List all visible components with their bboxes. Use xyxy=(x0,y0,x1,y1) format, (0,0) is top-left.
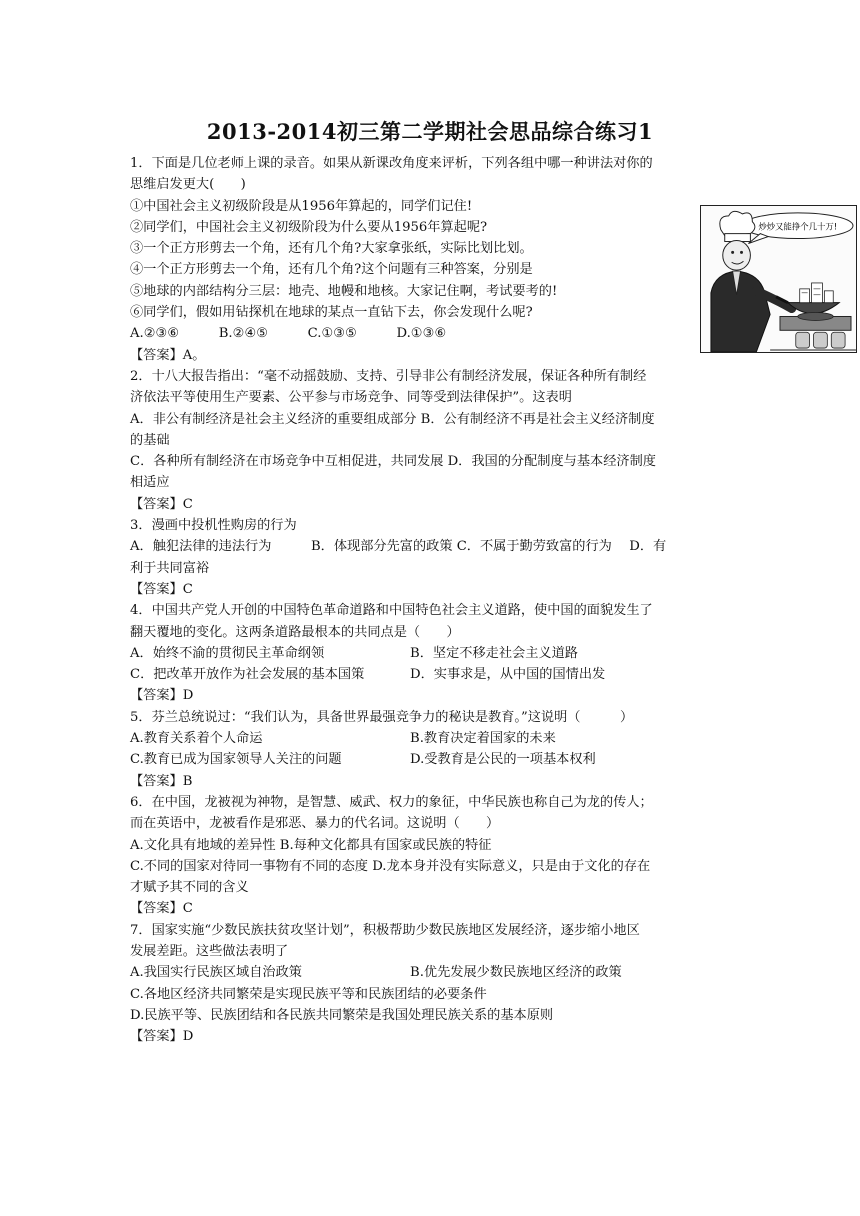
question-3-options: A．触犯法律的违法行为 B．体现部分先富的政策 C．不属于勤劳致富的行为 D．有 xyxy=(130,539,667,555)
question-4-options-row-1 xyxy=(130,643,730,664)
question-4-answer: 【答案】D xyxy=(130,688,194,704)
question-2-answer: 【答案】C xyxy=(130,496,193,512)
question-3-stem: 3．漫画中投机性购房的行为 xyxy=(130,518,297,534)
page-title: 2013-2014初三第二学期社会思品综合练习1 xyxy=(206,119,654,144)
question-1-option-4: ④一个正方形剪去一个角，还有几个角?这个问题有三种答案，分别是 xyxy=(130,262,533,278)
question-6-options-cd: C.不同的国家对待同一事物有不同的态度 D.龙本身并没有实际意义，只是由于文化的存在 xyxy=(130,858,651,874)
question-1-option-6: ⑥同学们，假如用钻探机在地球的某点一直钻下去，你会发现什么呢? xyxy=(130,305,533,321)
question-2-stem: 2．十八大报告指出：“毫不动摇鼓励、支持、引导非公有制经济发展，保证各种所有制经 xyxy=(130,368,647,384)
question-3-options-cont: 利于共同富裕 xyxy=(130,560,210,576)
question-5-answer: 【答案】B xyxy=(130,773,193,789)
question-1-option-5: ⑤地球的内部结构分三层：地壳、地幔和地核。大家记住啊，考试要考的! xyxy=(130,283,558,299)
question-4-option-c: C．把改革开放作为社会发展的基本国策 xyxy=(130,667,365,683)
question-7-option-a: A.我国实行民族区域自治政策 xyxy=(130,965,302,981)
question-4-options-row-2 xyxy=(130,664,730,685)
question-7-stem: 7．国家实施“少数民族扶贫攻坚计划”，积极帮助少数民族地区发展经济，逐步缩小地区 xyxy=(130,922,640,938)
question-1-answer: 【答案】A。 xyxy=(130,347,206,363)
question-1-option-3: ③一个正方形剪去一个角，还有几个角?大家拿张纸，实际比划比划。 xyxy=(130,241,533,257)
question-6-stem: 6．在中国，龙被视为神物，是智慧、威武、权力的象征，中华民族也称自己为龙的传人； xyxy=(130,794,653,810)
question-1-option-2: ②同学们，中国社会主义初级阶段为什么要从1956年算起呢? xyxy=(130,219,488,235)
question-2-options-cd: C．各种所有制经济在市场竞争中互相促进，共同发展 D．我国的分配制度与基本经济制度 xyxy=(130,454,656,470)
question-4-option-b: B．坚定不移走社会主义道路 xyxy=(410,645,578,661)
question-7-option-b: B.优先发展少数民族地区经济的政策 xyxy=(410,965,622,981)
question-4-stem: 4．中国共产党人开创的中国特色革命道路和中国特色社会主义道路，使中国的面貌发生了 xyxy=(130,603,653,619)
question-7-stem-cont: 发展差距。这些做法表明了 xyxy=(130,943,289,959)
question-1-choices: A.②③⑥ B.②④⑤ C.①③⑤ D.①③⑥ xyxy=(130,326,447,342)
question-6-stem-cont: 而在英语中，龙被看作是邪恶、暴力的代名词。这说明（ ） xyxy=(130,816,500,832)
question-5-option-d: D.受教育是公民的一项基本权利 xyxy=(410,752,596,768)
question-7-answer: 【答案】D xyxy=(130,1029,194,1045)
document-body xyxy=(130,153,730,1047)
question-5-stem: 5．芬兰总统说过：“我们认为，具备世界最强竞争力的秘诀是教育。”这说明（ ） xyxy=(130,709,634,725)
question-1-stem: 1．下面是几位老师上课的录音。如果从新课改角度来评析，下列各组中哪一种讲法对你的 xyxy=(130,156,653,171)
question-5-options-row-1 xyxy=(130,728,730,749)
question-7-option-d: D.民族平等、民族团结和各民族共同繁荣是我国处理民族关系的基本原则 xyxy=(130,1007,554,1023)
question-4-option-a: A．始终不渝的贯彻民主革命纲领 xyxy=(130,645,325,661)
question-1-option-1: ①中国社会主义初级阶段是从1956年算起的，同学们记住! xyxy=(130,198,473,214)
question-5-option-c: C.教育已成为国家领导人关注的问题 xyxy=(130,752,342,768)
question-5-option-a: A.教育关系着个人命运 xyxy=(130,731,263,747)
question-3-answer: 【答案】C xyxy=(130,581,193,597)
question-6-options-ab: A.文化具有地域的差异性 B.每种文化都具有国家或民族的特征 xyxy=(130,837,492,853)
question-4-option-d: D．实事求是，从中国的国情出发 xyxy=(410,667,606,683)
question-2-options-cd-cont: 相适应 xyxy=(130,475,170,491)
question-2-options-ab: A．非公有制经济是社会主义经济的重要组成部分 B．公有制经济不再是社会主义经济制度 xyxy=(130,411,655,427)
question-7-option-c: C.各地区经济共同繁荣是实现民族平等和民族团结的必要条件 xyxy=(130,986,487,1002)
question-4-stem-cont: 翻天覆地的变化。这两条道路最根本的共同点是（ ） xyxy=(130,624,460,640)
cartoon-caption: 炒炒又能挣个几十万! xyxy=(758,221,838,232)
question-2-options-ab-cont: 的基础 xyxy=(130,432,170,448)
question-2-stem-cont: 济依法平等使用生产要素、公平参与市场竞争、同等受到法律保护”。这表明 xyxy=(130,390,572,406)
question-1-stem-cont: 思维启发更大( ) xyxy=(130,177,246,193)
question-5-option-b: B.教育决定着国家的未来 xyxy=(410,731,556,747)
question-6-answer: 【答案】C xyxy=(130,901,193,917)
question-5-options-row-2 xyxy=(130,749,730,770)
question-7-options-row-1 xyxy=(130,962,730,983)
question-6-options-cd-cont: 才赋予其不同的含义 xyxy=(130,880,249,896)
